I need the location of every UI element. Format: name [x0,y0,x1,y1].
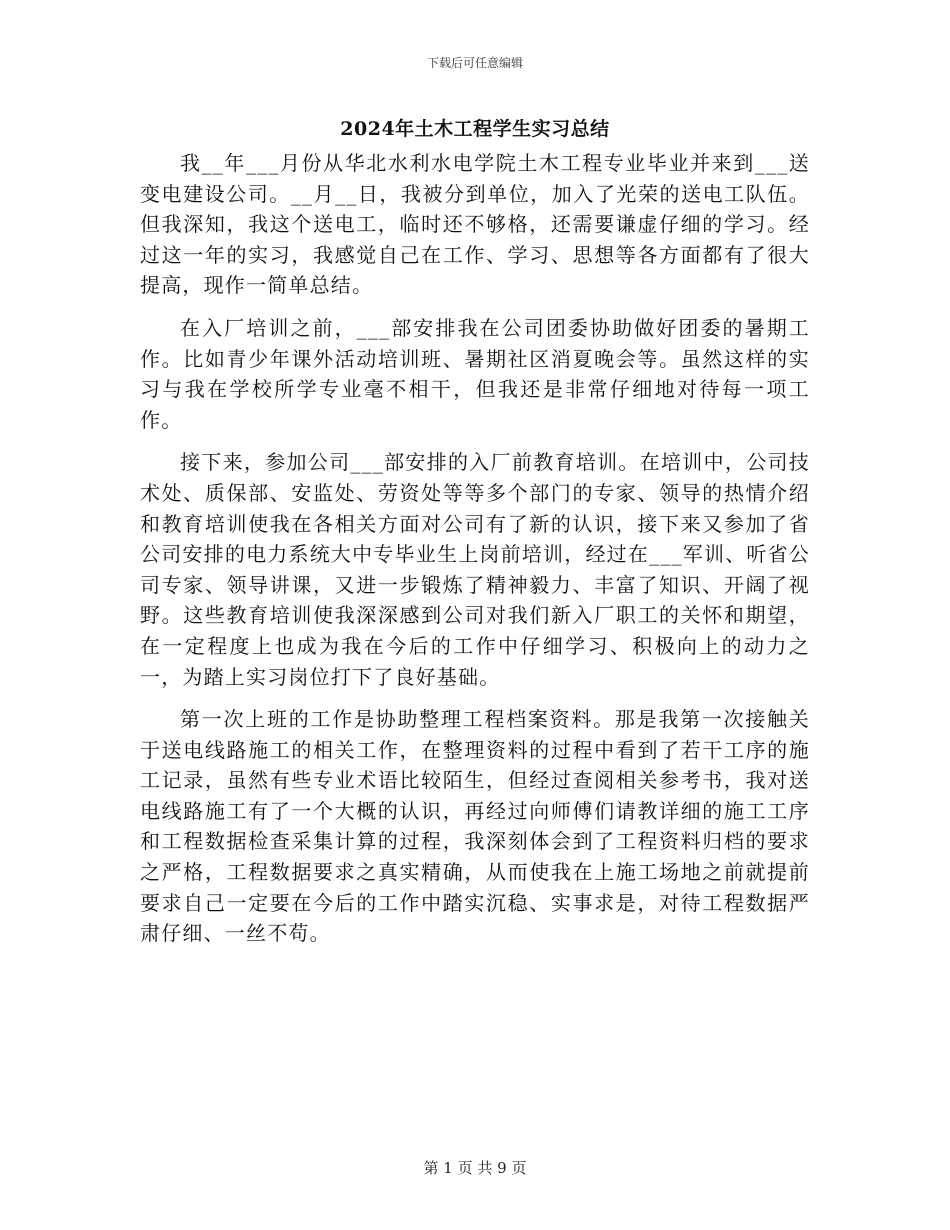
paragraph: 第一次上班的工作是协助整理工程档案资料。那是我第一次接触关于送电线路施工的相关工作，在整理资料的过程中看到了若干工序的施工记录，虽然有些专业术语比较陌生，但经过查阅相关参考书，我对送电线路施工有了一个大概的认识，再经过向师傅们请教详细的施工工序和工程数据检查采集计算的过程，我深刻体会到了工程资料归档的要求之严格，工程数据要求之真实精确，从而使我在上施工场地之前就提前要求自己一定要在今后的工作中踏实沉稳、实事求是，对待工程数据严肃仔细、一丝不苟。 [140,707,810,946]
document-body [140,148,810,961]
paragraph: 我__年___月份从华北水利水电学院土木工程专业毕业并来到___送变电建设公司。__月__日，我被分到单位，加入了光荣的送电工队伍。但我深知，我这个送电工，临时还不够格，还需要谦虚仔细的学习。经过这一年的实习，我感觉自己在工作、学习、思想等各方面都有了很大提高，现作一简单总结。 [140,151,810,298]
document-title: 2024年土木工程学生实习总结 [340,118,610,140]
paragraph: 接下来，参加公司___部安排的入厂前教育培训。在培训中，公司技术处、质保部、安监处、劳资处等等多个部门的专家、领导的热情介绍和教育培训使我在各相关方面对公司有了新的认识，接下来又参加了省公司安排的电力系统大中专毕业生上岗前培训，经过在___军训、听省公司专家、领导讲课，又进一步锻炼了精神毅力、丰富了知识、开阔了视野。这些教育培训使我深深感到公司对我们新入厂职工的关怀和期望，在一定程度上也成为我在今后的工作中仔细学习、积极向上的动力之一，为踏上实习岗位打下了良好基础。 [140,450,810,689]
page-number: 第 1 页 共 9 页 [423,1159,527,1177]
paragraph: 在入厂培训之前，___部安排我在公司团委协助做好团委的暑期工作。比如青少年课外活动培训班、暑期社区消夏晚会等。虽然这样的实习与我在学校所学专业毫不相干，但我还是非常仔细地对待每一项工作。 [140,315,810,432]
header-note: 下载后可任意编辑 [426,56,523,70]
